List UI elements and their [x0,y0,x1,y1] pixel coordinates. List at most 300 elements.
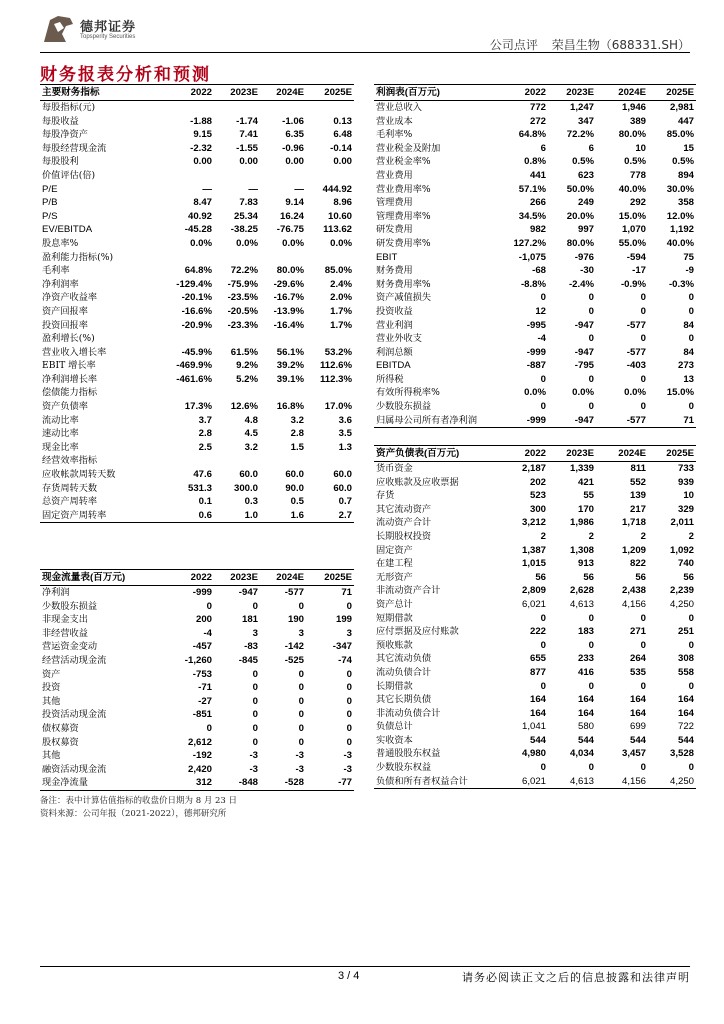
cell-value: 3.6 [338,414,352,426]
row-label: P/S [42,210,58,222]
cell-value: -17 [632,265,646,277]
cell-value: 0 [640,292,646,304]
cell-value: 0 [252,736,258,748]
table-row [374,652,696,666]
cell-value: 2.0% [330,292,352,304]
cell-value: 0 [588,401,594,413]
cell-value: 164 [577,694,594,706]
table-row [374,237,696,251]
cell-value: 0.00 [333,156,352,168]
table-row [374,346,696,360]
cell-value: 170 [577,503,594,515]
cell-value: -469.9% [176,360,212,372]
cell-value: — [202,183,212,195]
cell-value [306,332,354,346]
report-type: 公司点评 [489,38,538,52]
table-row [40,708,354,722]
table-row [40,169,354,183]
cell-value: 50.0% [566,183,594,195]
cell-value: 0.5% [624,156,646,168]
cell-value: 0.0% [624,387,646,399]
cell-value: 20.0% [566,210,594,222]
row-label: EBIT [376,251,398,263]
row-label: 投资收益 [376,305,413,317]
row-label: EV/EBITDA [42,224,93,236]
row-label: 净资产收益率 [42,292,98,304]
row-label: 少数股东权益 [376,762,432,774]
cell-value: 0 [540,639,546,651]
cell-value: 164 [577,707,594,719]
cell-value: 2 [588,530,594,542]
cell-value: -1.06 [282,115,304,127]
cell-value: 0 [588,680,594,692]
cell-value: 34.5% [518,210,546,222]
cell-value: 0 [688,762,694,774]
year-header: 2022 [162,85,214,101]
cell-value: 10 [635,142,646,154]
table-row [374,747,696,761]
cell-value: -577 [626,346,646,358]
cell-value: 202 [529,476,546,488]
company-logo-icon [40,14,76,46]
row-label: 资产减值损失 [376,292,432,304]
cell-value [162,332,214,346]
cell-value: 0 [588,292,594,304]
year-header: 2023E [548,446,596,462]
row-label: 研发费用率% [376,237,431,249]
cell-value: 0.8% [524,156,546,168]
row-label: 存货周转天数 [42,482,98,494]
footer-disclaimer: 请务必阅读正文之后的信息披露和法律声明 [462,971,690,984]
row-label: 投资活动现金流 [42,709,107,721]
cell-value: -0.9% [620,278,646,290]
cell-value: 0.1 [198,496,212,508]
table-row [40,264,354,278]
row-label: 其他 [42,695,61,707]
cell-value: 0.00 [193,156,212,168]
cell-value: -23.3% [227,319,258,331]
row-label: 现金比率 [42,441,79,453]
cell-value [162,251,214,265]
cell-value: 308 [677,653,694,665]
cell-value: -947 [548,414,596,428]
table-row [374,373,696,387]
cell-value: -753 [192,668,212,680]
table-row [40,128,354,142]
cell-value: 4.8 [244,414,258,426]
row-label: 经营活动现金流 [42,654,107,666]
cell-value: 447 [677,115,694,127]
row-label: 净利润率 [42,278,79,290]
row-label: 营业外收支 [376,333,422,345]
cell-value [214,332,260,346]
table-row [374,625,696,639]
cell-value [306,386,354,400]
cell-value: -999 [500,414,548,428]
cell-value: 64.8% [184,265,212,277]
cell-value: -142 [284,641,304,653]
cell-value: 13 [683,373,694,385]
cell-value: -1,075 [518,251,546,263]
row-label: 股息率% [42,237,79,249]
cell-value: 535 [629,666,646,678]
cell-value: 199 [335,614,352,626]
cell-value: 200 [195,614,212,626]
cell-value: 552 [629,476,646,488]
row-label: 债权募资 [42,722,79,734]
table-row [40,142,354,156]
row-label: 投资 [42,682,61,694]
cell-value: -83 [244,641,258,653]
row-label: 利润总额 [376,346,413,358]
cell-value: 544 [529,734,546,746]
cell-value [162,386,214,400]
table-row [374,571,696,585]
cell-value: 0 [346,600,352,612]
cell-value: 0 [640,680,646,692]
table-row [374,196,696,210]
cell-value: 939 [677,476,694,488]
cell-value: -577 [284,587,304,598]
cell-value: 0 [640,305,646,317]
row-label: 营业成本 [376,115,413,127]
footer-divider [40,966,690,967]
cell-value: 0 [688,305,694,317]
cell-value: -0.96 [282,142,304,154]
row-label: 研发费用 [376,224,413,236]
cell-value: 3.2 [290,414,304,426]
row-label: 无形资产 [376,571,413,583]
cell-value: 300 [529,503,546,515]
row-label: 财务费用率% [376,278,431,290]
cell-value: 60.0 [333,482,352,494]
cell-value: 0 [540,612,546,624]
cell-value: 4.5 [244,428,258,440]
cell-value: 9.15 [193,129,212,141]
cell-value: -13.9% [273,305,304,317]
row-label: 营业费用 [376,169,413,181]
row-label: 毛利率% [376,129,413,141]
table-row [40,482,354,496]
table-row [40,600,354,614]
cell-value: 0 [540,762,546,774]
cell-value: 0 [298,668,304,680]
table-row [374,400,696,414]
row-label: 非流动资产合计 [376,585,441,597]
row-label: 资产 [42,668,61,680]
cell-value: 60.0 [333,469,352,481]
cell-value: 7.83 [239,197,258,209]
cell-value: 0 [688,333,694,345]
table-row [40,509,354,523]
cell-value: -71 [198,682,212,694]
cell-value [214,101,260,115]
row-label: 每股收益 [42,115,79,127]
cell-value: 0 [688,639,694,651]
cell-value: 2,239 [669,585,694,597]
cell-value [214,386,260,400]
cell-value: 0 [640,373,646,385]
cell-value: 0 [640,639,646,651]
cell-value: 0.00 [239,156,258,168]
cell-value: 2,187 [521,463,546,474]
row-label: 净利润增长率 [42,373,98,385]
cell-value: 0.0% [330,237,352,249]
row-label: 盈利能力指标(%) [42,251,114,263]
cell-value: 61.5% [230,346,258,358]
row-label: 盈利增长(%) [42,333,95,345]
cell-value: 17.0% [324,401,352,413]
cell-value: 1,209 [621,544,646,556]
cell-value: -1.74 [236,115,258,127]
cell-value: -23.5% [227,292,258,304]
cell-value: -16.4% [273,319,304,331]
cell-value: 40.0% [666,237,694,249]
row-label: 营业利润 [376,319,413,331]
table-row [374,305,696,319]
row-label: 应收帐款周转天数 [42,469,116,481]
table-row [40,101,354,115]
cell-value: 60.0 [285,469,304,481]
page-header [40,14,690,53]
cell-value: 0 [688,680,694,692]
cell-value: 699 [629,721,646,733]
cell-value: 0 [688,292,694,304]
cell-value: 0 [346,709,352,721]
cell-value: 127.2% [513,237,546,249]
year-header: 2025E [648,85,696,101]
cell-value: 0 [298,736,304,748]
cell-value: 913 [577,558,594,570]
page-number: 3 / 4 [338,970,360,982]
cell-value: 3,457 [621,748,646,760]
cell-value: 2.4% [330,278,352,290]
cell-value: 0 [346,736,352,748]
cell-value: -999 [192,587,212,598]
cell-value: 164 [629,707,646,719]
table-row [374,115,696,129]
cell-value: 84 [683,346,694,358]
table-row [374,155,696,169]
row-label: 每股指标(元) [42,102,96,113]
table-row [374,128,696,142]
cell-value: 0.0% [190,237,212,249]
row-label: 非流动负债合计 [376,707,441,719]
cell-value: 358 [677,197,694,209]
cell-value: 2.5 [198,441,212,453]
cell-value: -76.75 [276,224,304,236]
cell-value: -20.5% [227,305,258,317]
row-label: 管理费用 [376,197,413,209]
cell-value: 85.0% [324,265,352,277]
cell-value: -457 [192,641,212,653]
year-header: 2025E [306,85,354,101]
row-label: 营运资金变动 [42,641,98,653]
section-title: 财务报表分析和预测 [40,65,211,85]
cell-value: 0 [588,612,594,624]
cell-value: 811 [630,463,646,474]
row-label: 营业费用率% [376,183,431,195]
cell-value: 6.48 [333,129,352,141]
cell-value: 1,986 [569,517,594,529]
row-label: 营业总收入 [376,102,422,113]
row-label: 归属母公司所有者净利润 [374,414,500,428]
year-header: 2022 [500,446,548,462]
cell-value: -27 [198,695,212,707]
cell-value: 249 [577,197,594,209]
cell-value: 0 [640,612,646,624]
cell-value: 2,612 [187,736,212,748]
cell-value: 15.0% [666,387,694,399]
cell-value: 80.0% [276,265,304,277]
cell-value: 7.41 [239,129,258,141]
cell-value: -577 [626,319,646,331]
cell-value: 40.0% [618,183,646,195]
cell-value: 444.92 [322,183,352,195]
cell-value: -2.32 [190,142,212,154]
row-label: 股权募资 [42,736,79,748]
cell-value: 0 [346,668,352,680]
cell-value: 1,946 [621,102,646,113]
cell-value: 0.6 [162,509,214,523]
cell-value: 3,528 [669,748,694,760]
table-row [40,681,354,695]
cell-value: 12.6% [230,401,258,413]
cell-value [162,101,214,115]
row-label: 有效所得税率% [376,387,440,399]
row-label: 资产总计 [376,598,413,610]
row-label: EBIT 增长率 [42,360,96,372]
row-label: 其它流动负债 [376,653,432,665]
cell-value: 60.0 [239,469,258,481]
cell-value [260,454,306,468]
cell-value [306,101,354,115]
cell-value: 733 [677,463,694,474]
table-row [374,584,696,598]
cell-value: 0.3 [244,496,258,508]
cell-value: 75 [683,251,694,263]
year-header: 2024E [260,570,306,586]
table-header-row [40,85,354,101]
row-label: 少数股东损益 [42,600,98,612]
row-label: 在建工程 [376,558,413,570]
row-label: 财务费用 [376,265,413,277]
cell-value: 0.0% [572,387,594,399]
cell-value: 164 [629,694,646,706]
cell-value: -9 [685,265,694,277]
cell-value: 2 [640,530,646,542]
table-row [40,695,354,709]
cell-value: 0.0% [524,387,546,399]
cell-value: 877 [529,666,546,678]
cell-value: 0 [206,600,212,612]
cell-value [214,251,260,265]
table-row [40,722,354,736]
table-row [374,544,696,558]
row-label: 短期借款 [376,612,413,624]
cell-value: 3.7 [198,414,212,426]
cell-value: 17.3% [184,401,212,413]
cell-value: 4,980 [521,748,546,760]
table-row [374,414,696,428]
cell-value: 0 [298,722,304,734]
cell-value: 2,809 [521,585,546,597]
row-label: 营业税金及附加 [376,142,441,154]
cell-value: 56 [635,571,646,583]
row-label: 每股经营现金流 [42,142,107,154]
row-label: 速动比率 [42,428,79,440]
cell-value: 113.62 [323,224,352,236]
row-label: P/B [42,197,58,209]
year-header: 2024E [260,85,306,101]
table-row [40,586,354,600]
cell-value: 164 [529,694,546,706]
cell-value: -30 [580,265,594,277]
table-row [374,359,696,373]
row-label: 投资回报率 [42,319,88,331]
cell-value: -16.6% [181,305,212,317]
table-title: 资产负债表(百万元) [374,446,500,462]
cell-value: -848 [214,776,260,790]
cell-value: -577 [596,414,648,428]
cell-value: 655 [529,653,546,665]
cell-value: 4,613 [569,598,594,610]
cell-value: 10.60 [327,210,352,222]
cell-value: -45.28 [184,224,212,236]
cell-value: 0 [346,695,352,707]
cell-value: 623 [577,169,594,181]
table-row [374,666,696,680]
cell-value: 80.0% [566,237,594,249]
table-row [374,503,696,517]
cell-value: -403 [626,360,646,372]
cell-value: 0 [540,680,546,692]
cell-value: 1,308 [569,544,594,556]
cell-value [306,169,354,183]
cell-value: 0 [540,292,546,304]
table-header-row [374,85,696,101]
cell-value: 3.2 [244,441,258,453]
cell-value: 272 [529,115,546,127]
cell-value: 181 [241,614,258,626]
row-label: 流动资产合计 [376,517,432,529]
cell-value: -129.4% [176,278,212,290]
table-row [374,707,696,721]
table-row [374,598,696,612]
logo-name: 德邦证券 [80,20,137,35]
cell-value: -8.8% [520,278,546,290]
cell-value: 2.7 [306,509,354,523]
cell-value: 0 [640,401,646,413]
table-row [40,613,354,627]
cell-value: 9.2% [236,360,258,372]
cell-value: 72.2% [566,129,594,141]
cell-value: 0 [540,373,546,385]
cell-value: 1,041 [521,721,546,733]
table-row [40,183,354,197]
cell-value: 190 [287,614,304,626]
table-row [40,196,354,210]
cell-value: -947 [574,319,594,331]
cell-value [214,169,260,183]
cell-value: 4,034 [569,748,594,760]
cell-value: 47.6 [193,469,212,481]
cell-value: 0 [252,668,258,680]
cell-value: -1.55 [236,142,258,154]
table-row [374,734,696,748]
cell-value: 16.8% [276,401,304,413]
main-indicators-table [40,84,354,523]
